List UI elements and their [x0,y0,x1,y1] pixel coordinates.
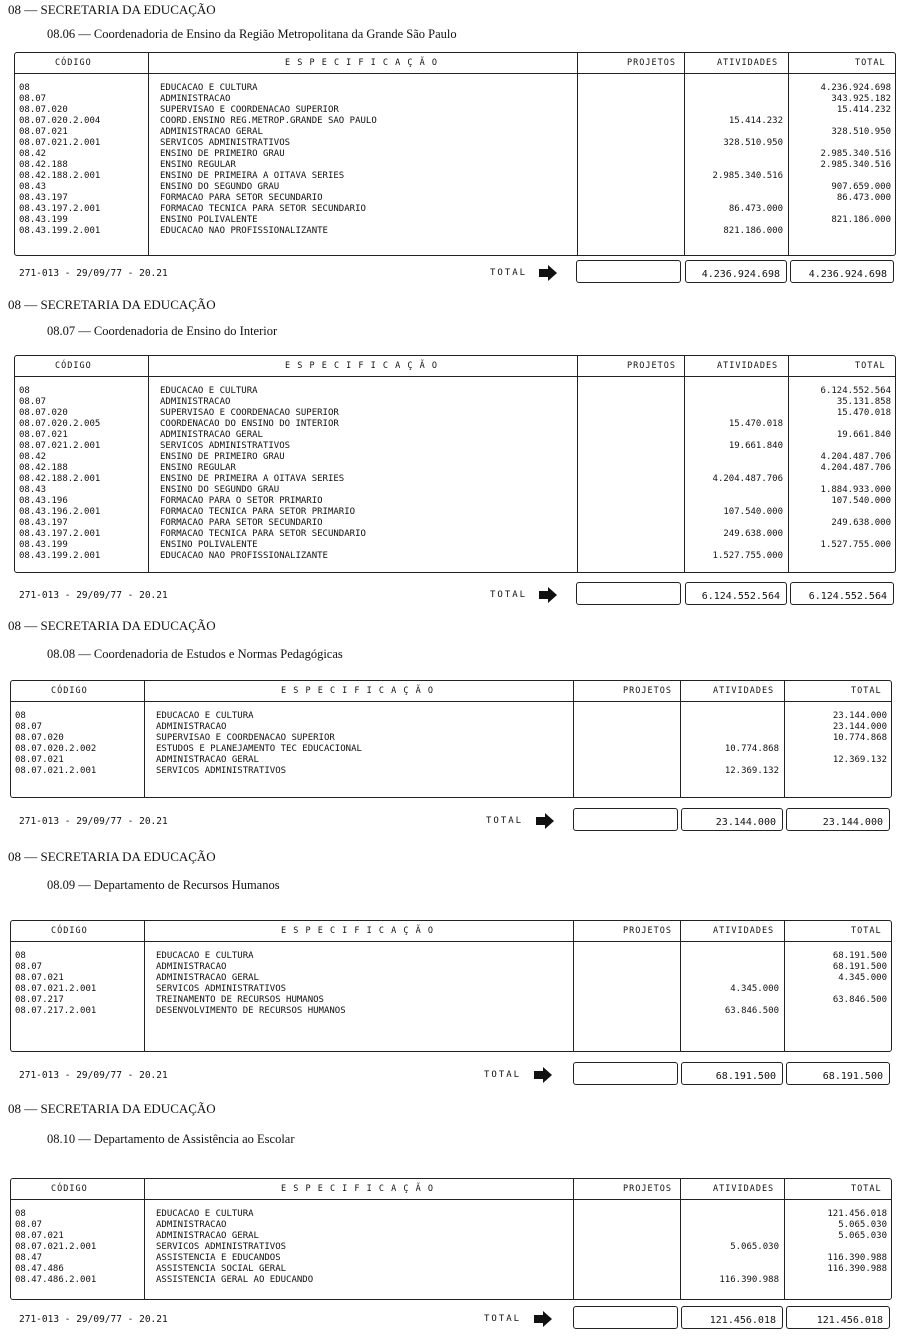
footer-ref: 271-013 - 29/09/77 - 20.21 [19,590,168,601]
header-total: TOTAL [855,361,886,371]
total-atividades-box: 6.124.552.564 [685,582,787,605]
section-subtitle: 08.10 — Departamento de Assistência ao Escolar [47,1132,295,1146]
header-especificacao: E S P E C I F I C A Ç Ã O [285,361,438,371]
spec-column: EDUCACAO E CULTURA ADMINISTRACAO ADMINISTRACAO GERAL SERVICOS ADMINISTRATIVOS TREINAMENTO DE RECURSOS HUMANOS DESENVOLVIMENTO DE RECURSOS HUMANOS [156,951,346,1016]
total-projetos-box [573,1306,678,1329]
atividades-column: 15.470.018 19.661.840 4.204.487.706 107.540.000 249.638.000 1.527.755.000 [712,419,783,561]
section-subtitle: 08.09 — Departamento de Recursos Humanos [47,878,280,892]
header-atividades: ATIVIDADES [713,686,775,696]
total-column: 68.191.500 68.191.500 4.345.000 63.846.500 [832,951,887,1005]
table-footer [0,260,905,286]
total-geral-box: 4.236.924.698 [790,260,894,283]
header-projetos: PROJETOS [623,926,672,936]
total-geral-box: 121.456.018 [786,1306,890,1329]
header-projetos: PROJETOS [623,686,672,696]
total-column: 23.144.000 23.144.000 10.774.868 12.369.132 [832,711,887,765]
table-footer [0,808,905,834]
budget-table [10,1178,892,1300]
spec-column: EDUCACAO E CULTURA ADMINISTRACAO ADMINISTRACAO GERAL SERVICOS ADMINISTRATIVOS ASSISTENCIA E EDUCANDOS ASSISTENCIA SOCIAL GERAL ASSISTENCIA GERAL AO EDUCANDO [156,1209,314,1285]
atividades-column: 4.345.000 63.846.500 [724,984,779,1016]
footer-total-label: TOTAL [490,590,528,600]
total-atividades-box: 121.456.018 [681,1306,783,1329]
section-subtitle: 08.08 — Coordenadoria de Estudos e Normas Pedagógicas [47,647,343,661]
total-projetos-box [576,582,681,605]
footer-ref: 271-013 - 29/09/77 - 20.21 [19,268,168,279]
total-column: 6.124.552.564 35.131.858 15.470.018 19.661.840 4.204.487.706 4.204.487.706 1.884.933.000 107.540.000 249.638.000 1.527.755.000 [820,386,891,550]
total-atividades-box: 4.236.924.698 [685,260,787,283]
header-atividades: ATIVIDADES [713,926,775,936]
spec-column: EDUCACAO E CULTURA ADMINISTRACAO SUPERVISAO E COORDENACAO SUPERIOR ESTUDOS E PLANEJAMENTO TEC EDUCACIONAL ADMINISTRACAO GERAL SERVICOS ADMINISTRATIVOS [156,711,362,776]
header-codigo: CÓDIGO [55,361,92,371]
atividades-column: 15.414.232 328.510.950 2.985.340.516 86.473.000 821.186.000 [712,116,783,236]
codes-column: 08 08.07 08.07.021 08.07.021.2.001 08.47 08.47.486 08.47.486.2.001 [15,1209,97,1285]
total-projetos-box [573,808,678,831]
total-atividades-box: 68.191.500 [681,1062,783,1085]
total-geral-box: 23.144.000 [786,808,890,831]
header-projetos: PROJETOS [623,1184,672,1194]
spec-column: EDUCACAO E CULTURA ADMINISTRACAO SUPERVISAO E COORDENACAO SUPERIOR COORDENACAO DO ENSINO DO INTERIOR ADMINISTRACAO GERAL SERVICOS ADMINISTRATIVOS ENSINO DE PRIMEIRO GRAU ENSINO REGULAR ENSINO DE PRIMEIRA A OITAVA SERIES ENSINO DO SEGUNDO GRAU FORMACAO PARA O SETOR PRIMARIO FORMACAO TECNICA PARA SETOR PRIMARIO FORMACAO PARA SETOR SECUNDARIO FORMACAO TECNICA PARA SETOR SECUNDARIO ENSINO POLIVALENTE EDUCACAO NAO PROFISSIONALIZANTE [160,386,366,561]
codes-column: 08 08.07 08.07.021 08.07.021.2.001 08.07.217 08.07.217.2.001 [15,951,97,1016]
budget-table [10,680,892,798]
codes-column: 08 08.07 08.07.020 08.07.020.2.002 08.07.021 08.07.021.2.001 [15,711,97,776]
budget-table [10,920,892,1052]
header-total: TOTAL [851,1184,882,1194]
footer-total-label: TOTAL [486,816,524,826]
footer-ref: 271-013 - 29/09/77 - 20.21 [19,816,168,827]
total-column: 121.456.018 5.065.030 5.065.030 116.390.988 116.390.988 [827,1209,887,1274]
total-projetos-box [573,1062,678,1085]
header-especificacao: E S P E C I F I C A Ç Ã O [281,686,434,696]
header-especificacao: E S P E C I F I C A Ç Ã O [281,926,434,936]
codes-column: 08 08.07 08.07.020 08.07.020.2.004 08.07.021 08.07.021.2.001 08.42 08.42.188 08.42.188.2.001 08.43 08.43.197 08.43.197.2.001 08.43.199 08.43.199.2.001 [19,83,101,236]
header-total: TOTAL [851,686,882,696]
atividades-column: 10.774.868 12.369.132 [724,744,779,776]
header-atividades: ATIVIDADES [713,1184,775,1194]
header-projetos: PROJETOS [627,58,676,68]
header-especificacao: E S P E C I F I C A Ç Ã O [285,58,438,68]
codes-column: 08 08.07 08.07.020 08.07.020.2.005 08.07.021 08.07.021.2.001 08.42 08.42.188 08.42.188.2.001 08.43 08.43.196 08.43.196.2.001 08.43.197 08.43.197.2.001 08.43.199 08.43.199.2.001 [19,386,101,561]
footer-ref: 271-013 - 29/09/77 - 20.21 [19,1314,168,1325]
header-atividades: ATIVIDADES [717,58,779,68]
footer-ref: 271-013 - 29/09/77 - 20.21 [19,1070,168,1081]
total-column: 4.236.924.698 343.925.182 15.414.232 328.510.950 2.985.340.516 2.985.340.516 907.659.000 86.473.000 821.186.000 [820,83,891,225]
table-footer [0,1306,905,1332]
header-codigo: CÓDIGO [51,926,88,936]
arrow-right-icon [533,1311,553,1327]
header-total: TOTAL [851,926,882,936]
header-especificacao: E S P E C I F I C A Ç Ã O [281,1184,434,1194]
section-subtitle: 08.06 — Coordenadoria de Ensino da Região Metropolitana da Grande São Paulo [47,27,457,41]
arrow-right-icon [533,1067,553,1083]
spec-column: EDUCACAO E CULTURA ADMINISTRACAO SUPERVISAO E COORDENACAO SUPERIOR COORD.ENSINO REG.METROP.GRANDE SAO PAULO ADMINISTRACAO GERAL SERVICOS ADMINISTRATIVOS ENSINO DE PRIMEIRO GRAU ENSINO REGULAR ENSINO DE PRIMEIRA A OITAVA SERIES ENSINO DO SEGUNDO GRAU FORMACAO PARA SETOR SECUNDARIO FORMACAO TECNICA PARA SETOR SECUNDARIO ENSINO POLIVALENTE EDUCACAO NAO PROFISSIONALIZANTE [160,83,377,236]
arrow-right-icon [538,265,558,281]
footer-total-label: TOTAL [484,1314,522,1324]
budget-table [14,355,896,573]
section-title: 08 — SECRETARIA DA EDUCAÇÃO [8,849,216,864]
total-atividades-box: 23.144.000 [681,808,783,831]
footer-total-label: TOTAL [484,1070,522,1080]
arrow-right-icon [538,587,558,603]
header-projetos: PROJETOS [627,361,676,371]
arrow-right-icon [535,813,555,829]
section-title: 08 — SECRETARIA DA EDUCAÇÃO [8,297,216,312]
table-footer [0,1062,905,1088]
budget-table [14,52,896,256]
header-atividades: ATIVIDADES [717,361,779,371]
header-codigo: CÓDIGO [55,58,92,68]
section-title: 08 — SECRETARIA DA EDUCAÇÃO [8,1101,216,1116]
header-total: TOTAL [855,58,886,68]
total-geral-box: 68.191.500 [786,1062,890,1085]
table-footer [0,582,905,608]
section-title: 08 — SECRETARIA DA EDUCAÇÃO [8,2,216,17]
section-subtitle: 08.07 — Coordenadoria de Ensino do Interior [47,324,278,338]
header-codigo: CÓDIGO [51,1184,88,1194]
header-codigo: CÓDIGO [51,686,88,696]
total-geral-box: 6.124.552.564 [790,582,894,605]
footer-total-label: TOTAL [490,268,528,278]
total-projetos-box [576,260,681,283]
atividades-column: 5.065.030 116.390.988 [719,1242,779,1285]
section-title: 08 — SECRETARIA DA EDUCAÇÃO [8,618,216,633]
